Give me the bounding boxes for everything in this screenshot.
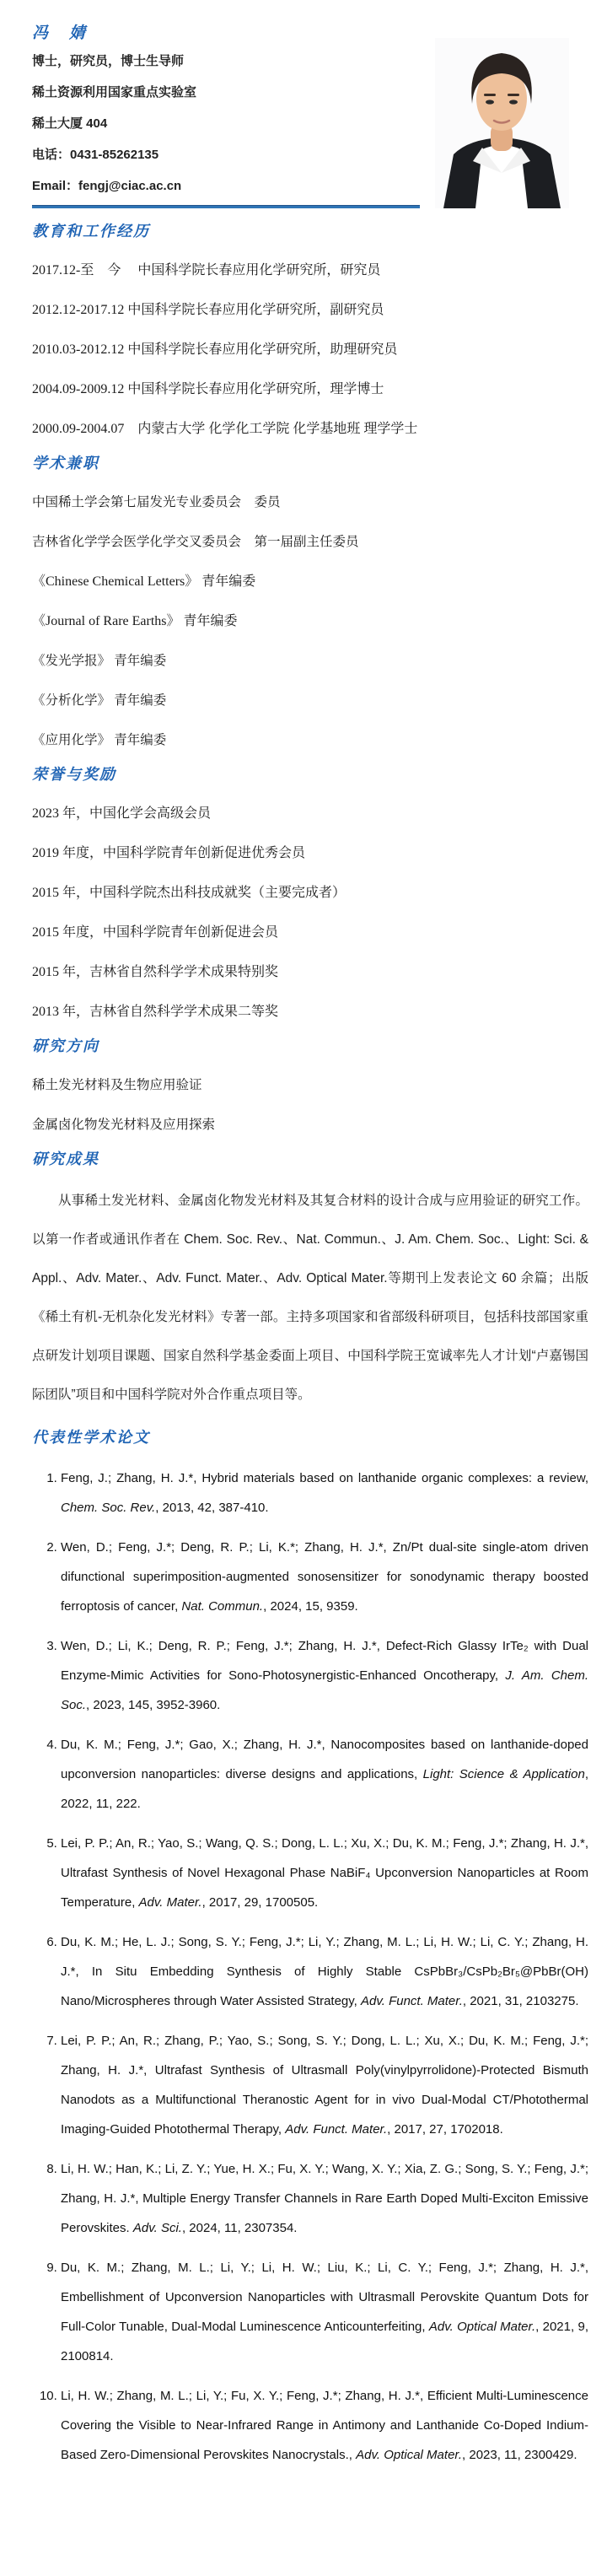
position-item: 《Journal of Rare Earths》 青年编委 [32,614,238,628]
journal-name: Adv. Optical Mater. [356,2448,463,2462]
honor-item: 2019 年度，中国科学院青年创新促进优秀会员 [32,846,306,860]
publication-text: Wen, D.; Feng, J.*; Deng, R. P.; Li, K.*; Zhang, H. J.*, Zn/Pt dual-site single-atom driven difunctional superimposition-augmented sonosensitizer for sonodynamic therapy boosted ferroptosis of cancer, [61,1540,588,1614]
publication-item [61,2026,588,2144]
section-title-education: 教育和工作经历 [32,223,150,240]
publication-text: , 2021, 9, 2100814. [61,2320,589,2363]
honor-item: 2023 年，中国化学会高级会员 [32,806,212,821]
section-title-publications: 代表性学术论文 [32,1429,150,1446]
publication-text: , 2017, 27, 1702018. [387,2122,503,2137]
position-item: 《应用化学》 青年编委 [32,733,167,747]
journal-name: Adv. Sci. [132,2221,182,2235]
journal-name: Adv. Funct. Mater. [285,2122,388,2137]
publication-item [61,2381,588,2470]
honor-item: 2015 年，中国科学院杰出科技成就奖（主要完成者） [32,886,346,900]
publication-text: Du, K. M.; He, L. J.; Song, S. Y.; Feng, J.*; Li, Y.; Zhang, M. L.; Li, H. W.; Li, C. Y.; Zhang, H. J.*, In Situ Embedding Synthesis of Highly Stable CsPbBr₃/CsPb₂Br₅@PbBr(OH) Nano/Microspheres through Water Assisted Strategy, [61,1935,588,2008]
profile-name: 冯 婧 [32,24,89,42]
publication-item [61,1463,588,1522]
publication-item [61,2154,588,2243]
publication-text: , 2017, 29, 1700505. [201,1895,319,1910]
publication-text: , 2013, 42, 387-410. [155,1501,269,1515]
publication-item [61,1927,588,2016]
publication-text: , 2023, 11, 2300429. [462,2448,577,2462]
phone-number: 0431-85262135 [70,148,159,162]
direction-item: 稀土发光材料及生物应用验证 [32,1078,202,1092]
publication-text: Lei, P. P.; An, R.; Zhang, P.; Yao, S.; Song, S. Y.; Dong, L. L.; Xu, X.; Du, K. M.; Feng, J.*; Zhang, H. J.*, Ultrafast Synthesis of Ultrasmall Poly(vinylpyrrolidone)-Protected Bismuth Nanodots as a Multifunctional Theranostic Agent for in vivo Dual-Modal CT/Photothermal Imaging-Guided Photothermal Therapy, [61,2034,588,2137]
header-divider-rule [32,205,420,208]
section-title-directions: 研究方向 [32,1037,99,1054]
honor-item: 2015 年度，中国科学院青年创新促进会员 [32,925,279,940]
journal-name: Adv. Optical Mater. [428,2320,536,2334]
journal-name: J. Am. Chem. Soc. [61,1668,588,1712]
journal-name: Chem. Soc. Rev. [61,1501,156,1515]
portrait-photo-illustration [435,38,569,208]
email-address: fengj@ciac.ac.cn [78,179,182,193]
position-item: 中国稀土学会第七届发光专业委员会 委员 [32,495,281,509]
publication-text: , 2024, 15, 9359. [263,1599,358,1614]
section-title-positions: 学术兼职 [32,455,99,472]
profile-lab: 稀土资源利用国家重点实验室 [32,85,197,100]
position-item: 吉林省化学学会医学化学交叉委员会 第一届副主任委员 [32,535,359,549]
education-item: 2004.09-2009.12 中国科学院长春应用化学研究所，理学博士 [32,382,384,396]
email-label: Email： [32,179,79,193]
position-item: 《分析化学》 青年编委 [32,693,167,708]
journal-name: Adv. Funct. Mater. [361,1994,463,2008]
publication-item [61,1730,588,1819]
publication-text: , 2024, 11, 2307354. [181,2221,298,2235]
publication-text: Li, H. W.; Han, K.; Li, Z. Y.; Yue, H. X.; Fu, X. Y.; Wang, X. Y.; Xia, Z. G.; Song, S. Y.; Feng, J.*; Zhang, H. J.*, Multiple Energy Transfer Channels in Rare Earth Doped Multi-Exciton Emissive Perovskites. [61,2162,588,2235]
achievements-paragraph: 从事稀土发光材料、金属卤化物发光材料及其复合材料的设计合成与应用验证的研究工作。以第一作者或通讯作者在 Chem. Soc. Rev.、Nat. Commun.、J. Am. Chem. Soc.、Light: Sci. & Appl.、Adv. Mater.、Adv. Funct. Mater.、Adv. Optical Mater.等期刊上发表论文 60 余篇；出版《稀土有机-无机杂化发光材料》专著一部。主持多项国家和省部级科研项目，包括科技部国家重点研发计划项目课题、国家自然科学基金委面上项目、中国科学院王宽诚率先人才计划“卢嘉锡国际团队”项目和中国科学院对外合作重点项目等。 [32,1194,588,1402]
portrait-photo [435,38,569,208]
publication-text: Lei, P. P.; An, R.; Yao, S.; Wang, Q. S.; Dong, L. L.; Xu, X.; Du, K. M.; Feng, J.*; Zhang, H. J.*, Ultrafast Synthesis of Novel Hexagonal Phase NaBiF₄ Upconversion Nanoparticles at Room Temperature, [61,1836,588,1910]
publication-text: Du, K. M.; Zhang, M. L.; Li, Y.; Li, H. W.; Liu, K.; Li, C. Y.; Feng, J.*; Zhang, H. J.*, Embellishment of Upconversion Nanoparticles with Ultrasmall Perovskite Quantum Dots for Full-Color Tunable, Dual-Modal Luminescence Anticounterfeiting, [61,2261,588,2334]
honor-item: 2015 年，吉林省自然科学学术成果特别奖 [32,965,279,979]
publication-item [61,2253,588,2371]
phone-label: 电话： [32,148,71,162]
publication-text: , 2023, 145, 3952-3960. [86,1698,221,1712]
journal-name: Adv. Mater. [138,1895,202,1910]
section-title-honors: 荣誉与奖励 [32,766,116,783]
publication-item [61,1631,588,1720]
education-item: 2000.09-2004.07 内蒙古大学 化学化工学院 化学基地班 理学学士 [32,422,418,436]
position-item: 《Chinese Chemical Letters》 青年编委 [32,574,256,589]
publication-item [61,1829,588,1917]
education-item: 2012.12-2017.12 中国科学院长春应用化学研究所，副研究员 [32,303,384,317]
position-item: 《发光学报》 青年编委 [32,654,167,668]
education-item: 2017.12-至 今 中国科学院长春应用化学研究所，研究员 [32,263,381,278]
publication-text: , 2021, 31, 2103275. [462,1994,579,2008]
profile-title: 博士，研究员，博士生导师 [32,54,185,68]
publications-list [32,1463,588,2470]
education-item: 2010.03-2012.12 中国科学院长春应用化学研究所，助理研究员 [32,342,398,357]
section-title-achievements: 研究成果 [32,1151,99,1167]
direction-item: 金属卤化物发光材料及应用探索 [32,1118,216,1132]
publication-item [61,1533,588,1621]
journal-name: Nat. Commun. [181,1599,264,1614]
publication-text: Wen, D.; Li, K.; Deng, R. P.; Feng, J.*; Zhang, H. J.*, Defect-Rich Glassy IrTe₂ with Dual Enzyme-Mimic Activities for Sono-Photosynergistic-Enhanced Oncotherapy, [61,1639,588,1683]
publication-text: , 2022, 11, 222. [61,1767,589,1811]
profile-address: 稀土大厦 404 [32,116,108,131]
journal-name: Light: Science & Application [422,1767,585,1781]
profile-header [32,22,588,202]
honor-item: 2013 年，吉林省自然科学学术成果二等奖 [32,1005,279,1019]
publication-text: Li, H. W.; Zhang, M. L.; Li, Y.; Fu, X. Y.; Feng, J.*; Zhang, H. J.*, Efficient Multi-Luminescence Covering the Visible to Near-Infrared Range in Antimony and Lanthanide Co-Doped Indium-Based Zero-Dimensional Perovskites Nanocrystals., [61,2389,588,2462]
publication-text: Feng, J.; Zhang, H. J.*, Hybrid materials based on lanthanide organic complexes: a review, [61,1471,588,1485]
publication-text: Du, K. M.; Feng, J.*; Gao, X.; Zhang, H. J.*, Nanocomposites based on lanthanide-doped upconversion nanoparticles: diverse designs and applications, [61,1738,588,1781]
